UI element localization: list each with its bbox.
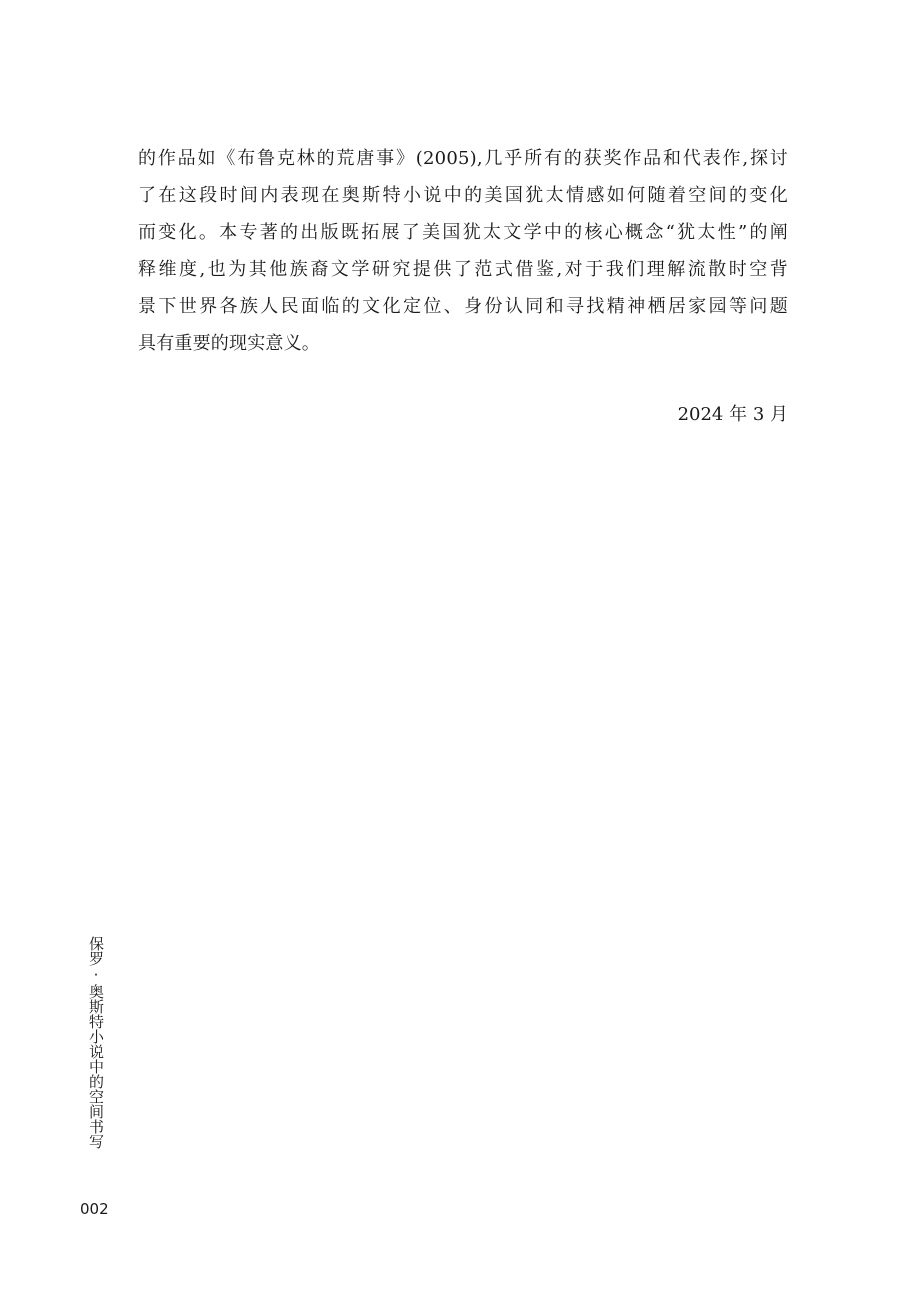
paragraph-line: 而变化。本专著的出版既拓展了美国犹太文学中的核心概念“犹太性”的阐 (138, 222, 788, 243)
body-paragraph (138, 140, 788, 362)
paragraph-line: 的作品如《布鲁克林的荒唐事》(2005),几乎所有的获奖作品和代表作,探讨 (138, 148, 788, 169)
signature-date: 2024 年 3 月 (677, 404, 788, 425)
paragraph-line: 释维度,也为其他族裔文学研究提供了范式借鉴,对于我们理解流散时空背 (138, 259, 788, 280)
paragraph-line: 具有重要的现实意义。 (138, 333, 320, 354)
paragraph-line: 了在这段时间内表现在奥斯特小说中的美国犹太情感如何随着空间的变化 (138, 185, 788, 206)
page-number: 002 (80, 1200, 109, 1218)
paragraph-line: 景下世界各族人民面临的文化定位、身份认同和寻找精神栖居家园等问题 (138, 296, 788, 317)
running-title: 保罗·奥斯特小说中的空间书写 (87, 936, 105, 1149)
